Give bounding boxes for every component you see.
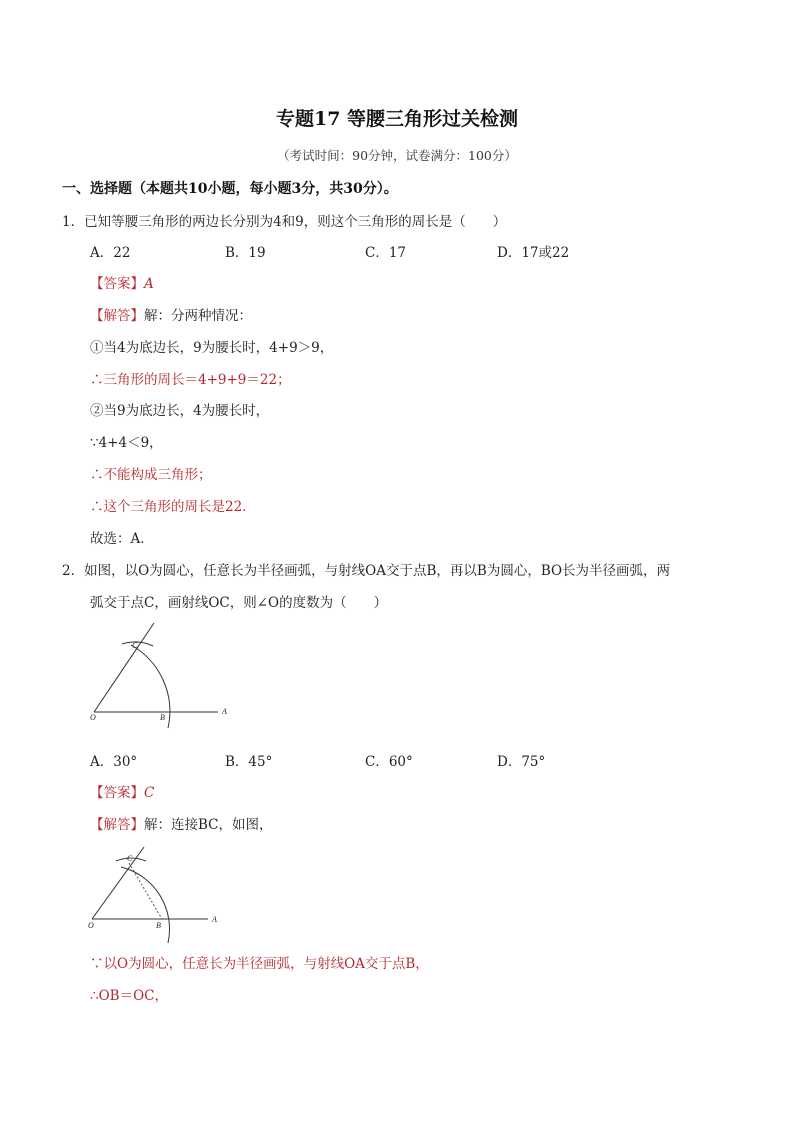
label-a: A bbox=[222, 707, 227, 716]
solution-1-step: ∵4+4＜9， bbox=[90, 435, 163, 451]
solution-text: 解：分两种情况： bbox=[144, 308, 252, 324]
solution-label: 【解答】 bbox=[90, 817, 144, 833]
solution-1-step: ①当4为底边长，9为腰长时，4+9＞9， bbox=[90, 340, 334, 356]
solution-1-intro bbox=[90, 304, 252, 324]
ray-oc bbox=[94, 623, 154, 712]
section-heading: 一、选择题（本题共10小题，每小题3分，共30分）。 bbox=[62, 181, 398, 197]
question-2-text-line2: 弧交于点C，画射线OC，则∠O的度数为（ ） bbox=[90, 595, 388, 611]
answer-label: 【答案】 bbox=[90, 276, 144, 292]
solution-label: 【解答】 bbox=[90, 308, 144, 324]
answer-1 bbox=[90, 272, 154, 292]
question-2-figure bbox=[88, 620, 238, 735]
option-a: A．30° bbox=[90, 754, 138, 770]
page-title: 专题17 等腰三角形过关检测 bbox=[275, 108, 519, 130]
label-b: B bbox=[156, 921, 161, 930]
solution-1-step: ∴不能构成三角形； bbox=[90, 467, 212, 483]
solution-2-step: ∴OB＝OC， bbox=[90, 988, 168, 1004]
option-c: C．17 bbox=[365, 245, 407, 261]
solution-1-conclusion: 故选：A． bbox=[90, 531, 154, 547]
arc-centered-o bbox=[121, 867, 170, 943]
label-o: O bbox=[88, 921, 94, 930]
label-o: O bbox=[90, 713, 96, 722]
option-c: C．60° bbox=[365, 754, 413, 770]
exam-info: （考试时间：90分钟，试卷满分：100分） bbox=[277, 148, 517, 163]
label-a: A bbox=[212, 915, 217, 924]
solution-1-step: ∴这个三角形的周长是22． bbox=[90, 499, 256, 515]
answer-label: 【答案】 bbox=[90, 785, 144, 801]
arc-centered-b bbox=[122, 642, 153, 646]
option-a: A．22 bbox=[90, 245, 131, 261]
option-d: D．17或22 bbox=[497, 245, 570, 261]
option-b: B．45° bbox=[225, 754, 273, 770]
solution-2-intro bbox=[90, 813, 273, 833]
solution-2-figure bbox=[86, 845, 226, 945]
answer-value: A bbox=[144, 276, 154, 292]
question-2-text-line1: 2．如图，以O为圆心，任意长为半径画弧，与射线OA交于点B，再以B为圆心，BO长为半径画弧，两 bbox=[62, 563, 671, 579]
label-c: C bbox=[127, 854, 133, 863]
solution-1-step: ②当9为底边长，4为腰长时， bbox=[90, 403, 270, 419]
solution-1-step: ∴三角形的周长＝4+9+9＝22； bbox=[90, 372, 291, 388]
option-d: D．75° bbox=[497, 754, 546, 770]
label-b: B bbox=[160, 713, 165, 722]
answer-2 bbox=[90, 781, 154, 801]
question-1-text: 1．已知等腰三角形的两边长分别为4和9，则这个三角形的周长是（ ） bbox=[62, 214, 507, 230]
ray-oc bbox=[92, 847, 144, 919]
label-c: C bbox=[132, 641, 138, 650]
solution-2-step: ∵以O为圆心，任意长为半径画弧，与射线OA交于点B， bbox=[90, 956, 429, 972]
answer-value: C bbox=[144, 785, 155, 801]
option-b: B．19 bbox=[225, 245, 266, 261]
solution-text: 解：连接BC，如图， bbox=[144, 817, 273, 833]
